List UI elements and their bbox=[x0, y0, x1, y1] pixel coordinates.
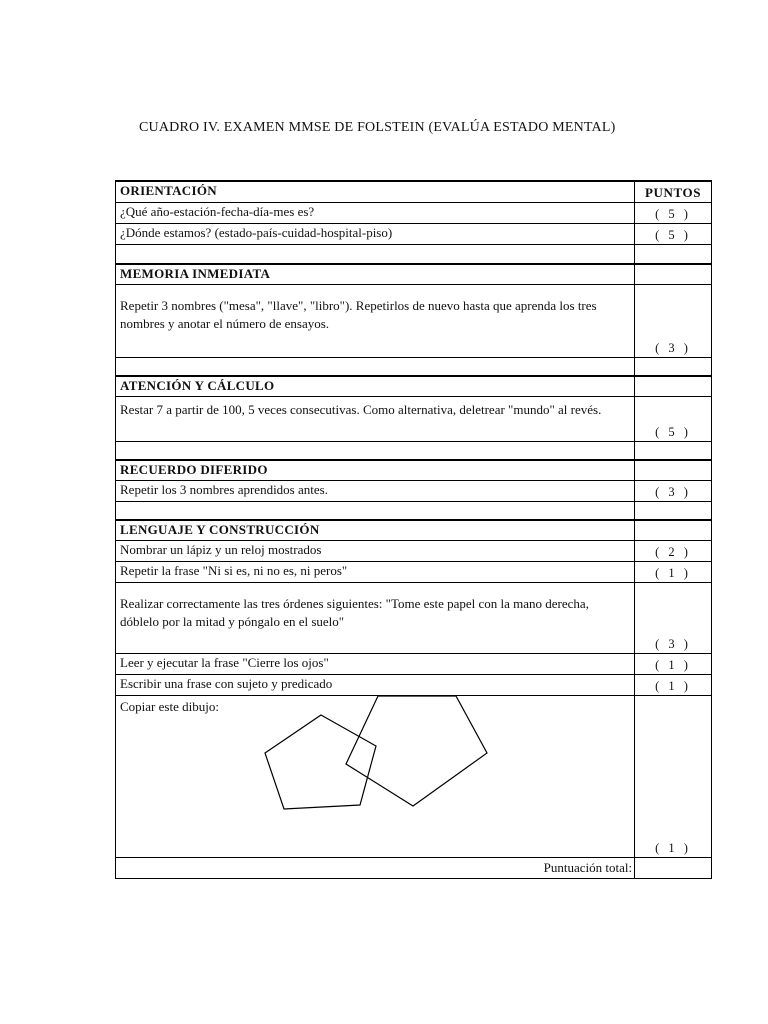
table-row bbox=[116, 203, 712, 224]
section-header-lenguaje bbox=[116, 520, 712, 541]
table-row bbox=[116, 562, 712, 583]
score-value: ( 1 ) bbox=[655, 658, 691, 672]
intersecting-pentagons-drawing bbox=[116, 696, 628, 853]
item-score bbox=[635, 224, 712, 245]
spacer-row bbox=[116, 245, 712, 265]
item-text: Repetir la frase "Ni si es, ni no es, ni peros" bbox=[116, 562, 635, 583]
spacer-row bbox=[116, 442, 712, 461]
score-value: ( 3 ) bbox=[655, 341, 691, 355]
table-row bbox=[116, 675, 712, 696]
item-score bbox=[635, 203, 712, 224]
score-value: ( 3 ) bbox=[655, 485, 691, 499]
item-text: Repetir los 3 nombres aprendidos antes. bbox=[116, 481, 635, 502]
item-text: Nombrar un lápiz y un reloj mostrados bbox=[116, 541, 635, 562]
item-text: ¿Dónde estamos? (estado-país-cuidad-hospital-piso) bbox=[116, 224, 635, 245]
section-title-lenguaje: LENGUAJE Y CONSTRUCCIÓN bbox=[116, 520, 635, 541]
item-text: Realizar correctamente las tres órdenes siguientes: "Tome este papel con la mano derecha, dóblelo por la mitad y póngalo en el suelo" bbox=[116, 583, 635, 654]
section-title-orientacion: ORIENTACIÓN bbox=[116, 181, 635, 203]
pentagon-right bbox=[346, 696, 487, 806]
item-text: ¿Qué año-estación-fecha-día-mes es? bbox=[116, 203, 635, 224]
item-text: Escribir una frase con sujeto y predicado bbox=[116, 675, 635, 696]
puntos-header: PUNTOS bbox=[635, 181, 712, 203]
item-score bbox=[635, 696, 712, 858]
table-row bbox=[116, 224, 712, 245]
table-row bbox=[116, 654, 712, 675]
score-value: ( 1 ) bbox=[655, 841, 691, 855]
item-text: Copiar este dibujo: bbox=[120, 699, 219, 714]
table-row bbox=[116, 397, 712, 442]
table-row bbox=[116, 285, 712, 358]
mmse-table bbox=[115, 180, 712, 879]
total-value[interactable] bbox=[635, 858, 712, 879]
document-title: CUADRO IV. EXAMEN MMSE DE FOLSTEIN (EVALÚA ESTADO MENTAL) bbox=[139, 120, 616, 135]
score-value: ( 5 ) bbox=[655, 207, 691, 221]
spacer-row bbox=[116, 358, 712, 377]
section-title-atencion: ATENCIÓN Y CÁLCULO bbox=[116, 376, 635, 397]
score-value: ( 1 ) bbox=[655, 566, 691, 580]
section-header-atencion bbox=[116, 376, 712, 397]
item-text: Repetir 3 nombres ("mesa", "llave", "libro"). Repetirlos de nuevo hasta que aprenda los tres nombres y anotar el número de ensayos. bbox=[116, 285, 635, 358]
item-score bbox=[635, 562, 712, 583]
table-row bbox=[116, 541, 712, 562]
item-text: Restar 7 a partir de 100, 5 veces consecutivas. Como alternativa, deletrear "mundo" al revés. bbox=[116, 397, 635, 442]
table-row bbox=[116, 696, 712, 858]
section-header-orientacion bbox=[116, 181, 712, 203]
score-value: ( 2 ) bbox=[655, 545, 691, 559]
drawing-cell bbox=[116, 696, 635, 858]
score-value: ( 1 ) bbox=[655, 679, 691, 693]
score-value: ( 5 ) bbox=[655, 228, 691, 242]
item-score bbox=[635, 397, 712, 442]
section-title-memoria: MEMORIA INMEDIATA bbox=[116, 264, 635, 285]
section-header-recuerdo bbox=[116, 460, 712, 481]
table-row bbox=[116, 481, 712, 502]
table-row bbox=[116, 583, 712, 654]
total-row bbox=[116, 858, 712, 879]
item-score bbox=[635, 675, 712, 696]
item-score bbox=[635, 285, 712, 358]
item-score bbox=[635, 583, 712, 654]
score-value: ( 3 ) bbox=[655, 637, 691, 651]
pentagon-left bbox=[265, 715, 376, 809]
item-score bbox=[635, 481, 712, 502]
spacer-row bbox=[116, 502, 712, 521]
item-score bbox=[635, 654, 712, 675]
section-title-recuerdo: RECUERDO DIFERIDO bbox=[116, 460, 635, 481]
item-text: Leer y ejecutar la frase "Cierre los ojos" bbox=[116, 654, 635, 675]
score-value: ( 5 ) bbox=[655, 425, 691, 439]
total-label: Puntuación total: bbox=[116, 858, 635, 879]
section-header-memoria bbox=[116, 264, 712, 285]
item-score bbox=[635, 541, 712, 562]
